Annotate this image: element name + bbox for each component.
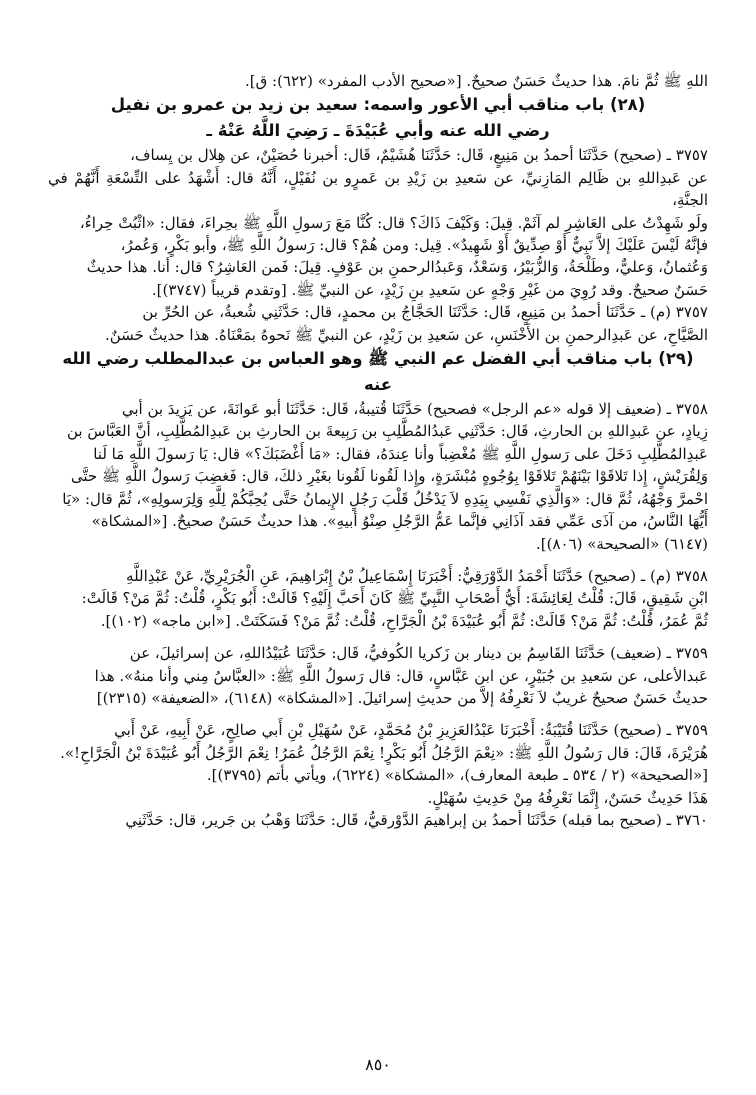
spacer — [48, 555, 708, 565]
text-line: زِيادٍ، عن عَبدِاللهِ بن الحارثِ، قَال: حَدَّثَنِي عَبدُالمُطَّلِبِ بن رَبِيعةَ بن الحارثِ بن عَبدِالمُطَّلِبِ، أنَّ العَبَّاسَ بن — [67, 422, 708, 441]
text-line: ٣٧٦٠ ـ (صحيح بما قبله) حَدَّثَنَا أحمدُ بن إبراهيمَ الدَّوْرقيُّ، قَال: حَدَّثَنَا وَهْبُ بن جَرير، قال: حَدَّثَنِي — [125, 810, 708, 829]
chapter-heading: (٢٨) باب مناقب أبي الأعور واسمه: سعيد بن زيد بن عمرو بن نفيل — [110, 95, 646, 115]
text-line: ٣٧٥٩ ـ (صحيح) حَدَّثَنَا قُتَيْبَةُ: أَخْبَرَنَا عَبْدُالعَزِيزِ بْنُ مُحَمَّدٍ، عَنْ سُهَيْلِ بْنِ أَبي صالِحٍ، عَنْ أَبِيهِ، عَنْ أَبي — [114, 721, 708, 740]
text-line: (٦١٤٧) «الصحيحة» (٨٠٦)]. — [535, 534, 708, 553]
text-line: وَلِقُرَيْشٍ، إِذا تَلاقَوْا بَيْنَهُمْ تَلاقَوْا بِوُجُوهٍ مُبْشَرَةٍ، وإِذا لَقُونا لَقُونا بغَيْرِ ذلكَ، قال: فَغضِبَ رَسولُ اللَّهِ ﷺ حتَّى — [70, 467, 708, 486]
text-line: أَيُّهَا النَّاسُ، من آذَى عَمِّي فقد آذَانِي فإنَّما عَمُّ الرَّجُلِ صِنْوُ أبيهِ». هذا حديثٌ حَسَنٌ صحيحٌ. [«المشكاة» — [91, 512, 708, 531]
text-line: ابْنِ شَقِيقٍ، قَالَ: قُلْتُ لِعَائِشَةَ: أَيُّ أَصْحَابِ النَّبِيِّ ﷺ كَانَ أَحَبَّ إِلَيْهِ؟ قَالَتْ: أَبُو بَكْرٍ، قُلْتُ: ثُمَّ مَنْ؟ قَالَتْ: — [81, 589, 708, 608]
text-line: ٣٧٥٧ ـ (صحيح) حَدَّثَنَا أحمدُ بن مَنِيعٍ، قَال: حَدَّثَنَا هُشَيْمٌ، قَال: أخبرنا حُصَيْنٌ، عن هِلال بن يِساف، — [130, 146, 708, 165]
text-line: [«الصحيحة» (٢ / ٥٣٤ ـ طبعة المعارف)، «المشكاة» (٦٢٢٤)، ويأتي بأتم (٣٧٩٥)]. — [206, 766, 708, 785]
text-line: ٣٧٥٨ (م) ـ (صحيح) حَدَّثَنَا أَحْمَدُ الدَّوْرَقِيُّ: أَخْبَرَنَا إِسْمَاعِيلُ بْنُ إِبْرَاهِيمَ، عَنِ الْجُرَيْرِيِّ، عَنْ عَبْدِاللَّهِ — [126, 566, 708, 585]
text-line: عن عَبدِاللهِ بن ظَالِم المَازِنيِّ، عن سَعيدِ بن زَيْدِ بن عَمرٍو بن نُفَيْلٍ، أَنَّهُ قال: أَشْهَدُ على التِّسْعَةِ أَنَّهُمْ في الجنَّةِ، — [48, 168, 708, 210]
chapter-heading-continued: رضي الله عنه وأبي عُبَيْدَةَ ـ رَضِيَ اللَّهُ عَنْهُ ـ — [206, 121, 550, 141]
spacer — [48, 709, 708, 719]
text-line: هُرَيْرَةَ، قَالَ: قال رَسُولُ اللَّهِ ﷺ: «نِعْمَ الرَّجُلُ أَبُو بَكْرٍ! نِعْمَ الرَّجُلُ عُمَرُ! نِعْمَ الرَّجُلُ أَبُو عُبَيْدَةَ بْنُ الْجَرَّاحِ!». — [60, 743, 708, 762]
text-line: احْمرَّ وَجْهُهُ، ثُمَّ قال: «وَالَّذِي نَفْسِي بِيَدِهِ لاَ يَدْخُلُ قَلْبَ رَجُلٍ الإِيمانُ حَتَّى يُحِبَّكُمْ لِلَّهِ وَلِرَسولِهِ»، ثُمَّ قال: «يَا — [62, 489, 708, 508]
text-line: عَبدِالمُطَّلِبِ دَخَلَ على رَسولِ اللَّهِ ﷺ مُغْضِباً وأنا عِندَهُ، فقال: «مَا أَغْضَبَكَ؟» قال: يَا رَسولَ اللَّهِ مَا لَنا — [93, 444, 708, 463]
spacer — [48, 632, 708, 642]
text-line: اللهِ ﷺ ثُمَّ نامَ. هذا حديثٌ حَسَنٌ صحيحٌ. [«صحيح الأدب المفرد» (٦٢٢): ق]. — [244, 72, 708, 90]
text-line: حديثٌ حَسَنٌ صحيحٌ غريبٌ لاَ نَعْرِفُهُ إلاَّ من حديثِ إسرائيلَ. [«المشكاة» (٦١٤٨)، «الضعيفة» (٢٣١٥)] — [96, 688, 708, 707]
text-line: ولَو شَهِدْتُ على العَاشِرِ لم آثَمْ. قِيلَ: وَكَيْفَ ذَاكَ؟ قال: كُنَّا مَعَ رَسولِ اللَّهِ ﷺ بحِراءَ، فقال: «اثْبُتْ حِراءُ، — [79, 213, 708, 232]
text-line: عَبدالأعلى، عن سَعيدِ بن جُبَيْرٍ، عن ابن عَبَّاسٍ، قال: قال رَسولُ اللَّهِ ﷺ: «العبَّاسُ مِني وأنا منهُ». هذا — [94, 666, 708, 685]
text-line: ثُمَّ عُمَرُ، قُلْتُ: ثُمَّ مَنْ؟ قَالَتْ: ثُمَّ أَبُو عُبَيْدَةَ بْنُ الْجَرَّاحِ، قُلْتُ: ثُمَّ مَنْ؟ فَسَكَتَتْ. [«ابن ماجه» (١٠٢)]. — [100, 611, 708, 630]
text-line: ٣٧٥٨ ـ (ضعيف إلا قوله «عم الرجل» فصحيح) حَدَّثَنَا قُتيبةُ، قَال: حَدَّثَنَا أبو عَوانَةَ، عن يَزيدَ بن أبي — [121, 400, 708, 419]
text-line: هَذَا حَدِيثٌ حَسَنٌ، إِنَّمَا نَعْرِفُهُ مِنْ حَدِيثِ سُهَيْلٍ. — [427, 788, 708, 807]
text-line: وَعُثمانُ، وَعليٌّ، وطَلْحَةُ، وَالزُّبَيْرُ، وَسَعْدٌ، وَعَبدُالرحمنِ بن عَوْفٍ. قِيلَ: فَمن العَاشِرُ؟ قال: أنا. هذا حديثٌ — [86, 258, 708, 277]
chapter-heading: (٢٩) باب مناقب أبي الفضل عم النبي ﷺ وهو العباس بن عبدالمطلب رضي الله عنه — [62, 349, 694, 395]
text-line: حَسَنٌ صحيحٌ. وقد رُوِيَ من غَيْرِ وَجْهٍ عن سَعيدِ بنِ زَيْدٍ، عن النبيِّ ﷺ. [وتقدم قريباً (٣٧٤٧)]. — [151, 280, 708, 299]
text-line: فإنَّهُ لَيْسَ عَلَيْكَ إلاَّ نَبِيٌّ أَوْ صِدِّيقٌ أَوْ شَهِيدٌ». قِيل: ومن هُمْ؟ قال: رَسولُ اللَّهِ ﷺ، وأبو بَكْرٍ، وَعُمرُ، — [120, 236, 708, 255]
text-line: ٣٧٥٩ ـ (ضعيف) حَدَّثَنَا القَاسِمُ بن دينار بن زَكريا الكُوفيُّ، قَال: حَدَّثَنَا عُبَيْدُاللهِ، عن إسرائيلَ، عن — [129, 644, 708, 663]
text-line: ٣٧٥٧ (م) ـ حَدَّثَنَا أحمدُ بن مَنِيعٍ، قَال: حَدَّثَنَا الحَجَّاجُ بن محمدٍ، قال: حَدَّثَنِي شُعبةُ، عن الحُرِّ بن — [142, 303, 708, 322]
text-line: الصَّيَّاحِ، عن عَبدِالرحمنِ بن الأَخْنَسِ، عن سَعيدِ بن زَيْدٍ، عن النبيِّ ﷺ نَحوهُ بمَعْنَاهُ. هذا حديثٌ حَسَنٌ. — [104, 325, 708, 344]
page-number: ٨٥٠ — [365, 1055, 391, 1074]
